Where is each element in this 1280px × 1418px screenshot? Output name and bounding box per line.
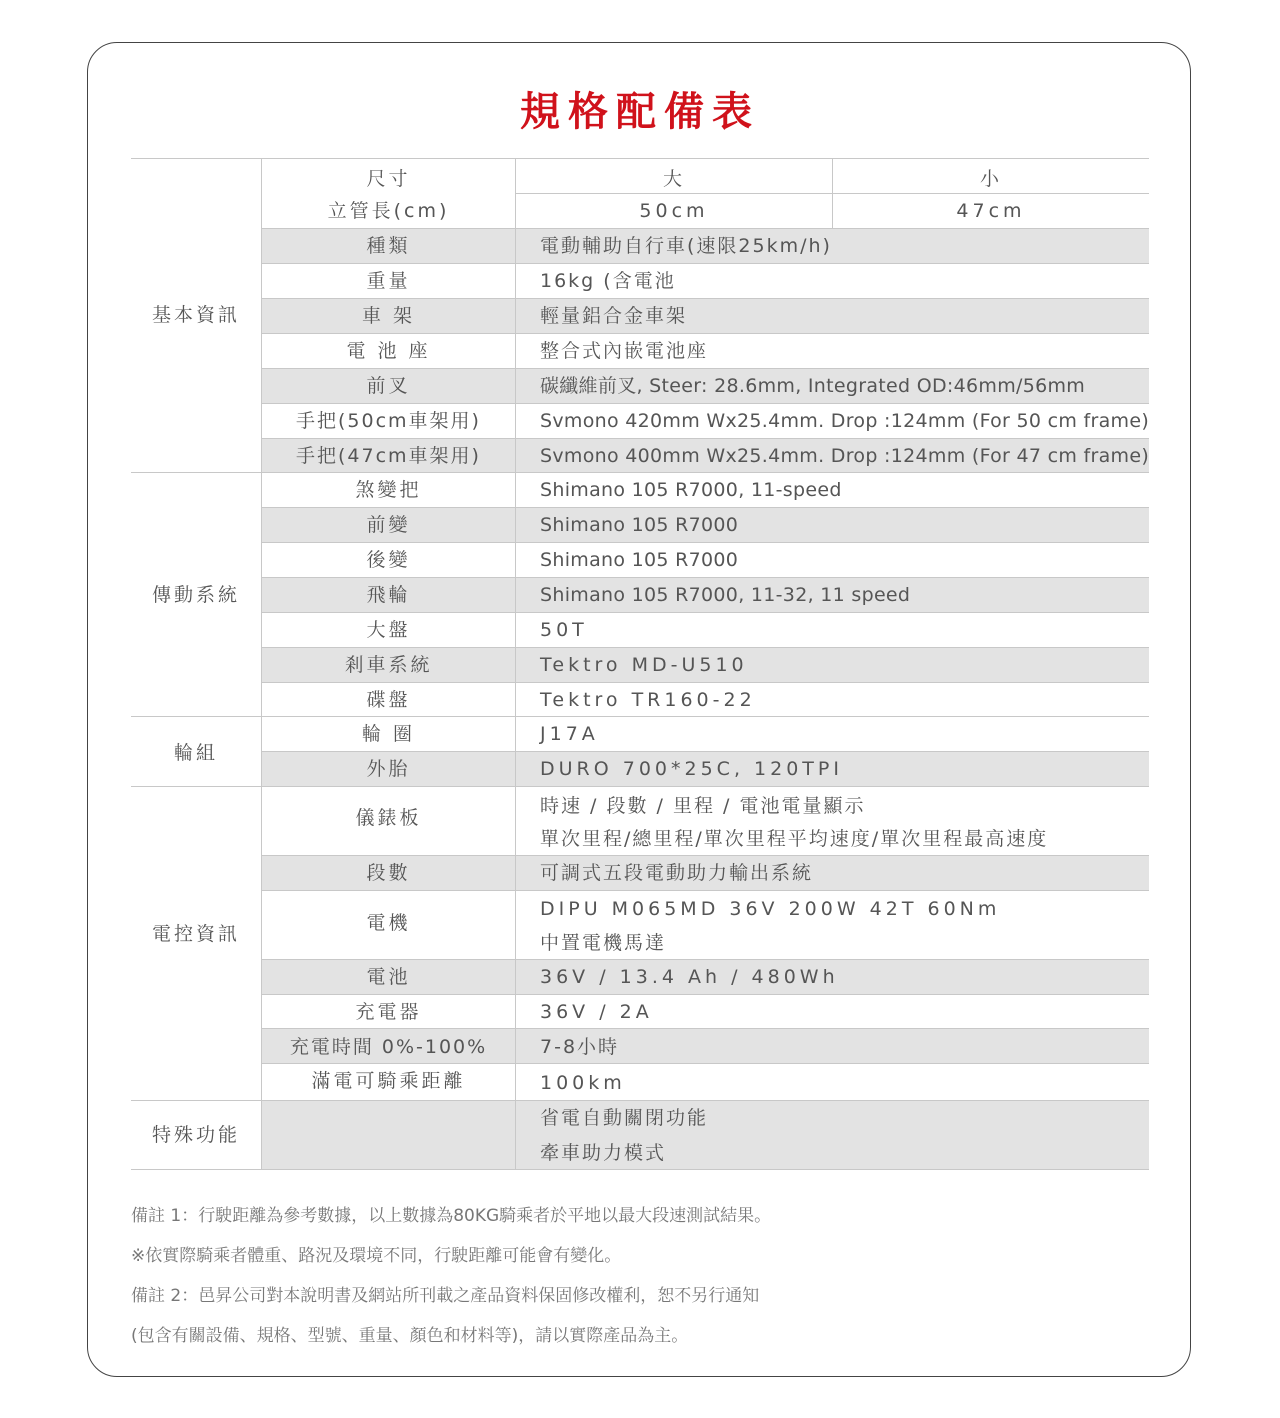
spec-label: 大盤 bbox=[366, 619, 411, 641]
spec-value: 電動輔助自行車(速限25km/h) bbox=[540, 235, 832, 257]
spec-label: 儀錶板 bbox=[355, 807, 422, 829]
spec-label: 種類 bbox=[366, 235, 411, 257]
spec-value: 省電自動關閉功能 bbox=[540, 1107, 709, 1129]
spec-label: 碟盤 bbox=[366, 689, 411, 711]
spec-value: 100km bbox=[540, 1072, 626, 1094]
spec-value-line2: 中置電機馬達 bbox=[540, 932, 667, 954]
spec-label: 後變 bbox=[366, 549, 411, 571]
spec-table bbox=[131, 158, 1149, 1170]
spec-label: 前叉 bbox=[366, 375, 411, 397]
page-title: 規格配備表 bbox=[520, 89, 760, 135]
spec-label: 充電器 bbox=[355, 1001, 422, 1023]
spec-label: 飛輪 bbox=[366, 584, 411, 606]
spec-value: 碳纖維前叉, Steer: 28.6mm, Integrated OD:46mm/56mm bbox=[540, 375, 1086, 397]
spec-label: 充電時間 0%-100% bbox=[289, 1036, 488, 1058]
size-small: 小 bbox=[979, 168, 1002, 190]
spec-value-line2: 單次里程/總里程/單次里程平均速度/單次里程最高速度 bbox=[540, 828, 1049, 850]
tube-label: 立管長(cm) bbox=[327, 200, 450, 222]
note-3: 備註 2：邑昇公司對本說明書及網站所刊載之產品資料保固修改權利，恕不另行通知 bbox=[131, 1286, 760, 1306]
spec-value: 36V / 2A bbox=[540, 1001, 653, 1023]
category-electric: 電控資訊 bbox=[151, 923, 240, 945]
category-drive: 傳動系統 bbox=[151, 584, 240, 606]
spec-value: 50T bbox=[540, 619, 588, 641]
spec-value: 36V / 13.4 Ah / 480Wh bbox=[540, 966, 839, 988]
spec-value: 整合式內嵌電池座 bbox=[540, 340, 709, 362]
spec-label: 煞變把 bbox=[355, 479, 422, 501]
spec-label: 電機 bbox=[366, 912, 411, 934]
spec-value: 輕量鋁合金車架 bbox=[540, 305, 688, 327]
spec-value: 時速 / 段數 / 里程 / 電池電量顯示 bbox=[540, 795, 866, 817]
spec-value: 16kg (含電池 bbox=[540, 270, 676, 292]
spec-label: 手把(47cm車架用) bbox=[296, 445, 481, 467]
tube-small: 47cm bbox=[956, 200, 1026, 222]
spec-label: 重量 bbox=[366, 270, 411, 292]
note-1: 備註 1：行駛距離為參考數據，以上數據為80KG騎乘者於平地以最大段速測試結果。 bbox=[131, 1206, 772, 1226]
spec-label: 輪 圈 bbox=[361, 723, 416, 745]
spec-label: 電池 bbox=[366, 966, 411, 988]
size-large: 大 bbox=[662, 168, 685, 190]
spec-label: 剎車系統 bbox=[344, 654, 433, 676]
spec-label: 車 架 bbox=[361, 305, 416, 327]
spec-value: DURO 700*25C, 120TPI bbox=[540, 758, 843, 780]
spec-label: 滿電可騎乘距離 bbox=[311, 1070, 466, 1092]
spec-label: 段數 bbox=[366, 862, 411, 884]
spec-value-line2: 牽車助力模式 bbox=[540, 1142, 667, 1164]
spec-label: 外胎 bbox=[366, 758, 411, 780]
spec-value: Shimano 105 R7000, 11-speed bbox=[540, 479, 842, 501]
spec-value: 可調式五段電動助力輸出系統 bbox=[540, 862, 814, 884]
spec-value: DIPU M065MD 36V 200W 42T 60Nm bbox=[540, 898, 1001, 920]
spec-value: Svmono 420mm Wx25.4mm. Drop :124mm (For 50 cm frame) bbox=[540, 410, 1150, 432]
note-4: (包含有關設備、規格、型號、重量、顏色和材料等)，請以實際產品為主。 bbox=[131, 1326, 689, 1346]
spec-label: 手把(50cm車架用) bbox=[296, 410, 481, 432]
spec-label: 電 池 座 bbox=[346, 340, 431, 362]
spec-label: 前變 bbox=[366, 514, 411, 536]
spec-value: J17A bbox=[540, 723, 599, 745]
spec-value: Shimano 105 R7000 bbox=[540, 514, 739, 536]
category-wheel: 輪組 bbox=[173, 742, 218, 764]
category-special: 特殊功能 bbox=[151, 1124, 240, 1146]
spec-value: Tektro MD-U510 bbox=[540, 654, 748, 676]
size-label: 尺寸 bbox=[366, 168, 411, 190]
spec-value: Shimano 105 R7000 bbox=[540, 549, 739, 571]
note-2: ※依實際騎乘者體重、路況及環境不同，行駛距離可能會有變化。 bbox=[131, 1246, 622, 1266]
tube-large: 50cm bbox=[639, 200, 709, 222]
spec-value: Shimano 105 R7000, 11-32, 11 speed bbox=[540, 584, 911, 606]
category-basic: 基本資訊 bbox=[151, 304, 240, 326]
spec-value: 7-8小時 bbox=[540, 1036, 620, 1058]
spec-value: Tektro TR160-22 bbox=[540, 689, 756, 711]
spec-value: Svmono 400mm Wx25.4mm. Drop :124mm (For 47 cm frame) bbox=[540, 445, 1150, 467]
footnotes bbox=[131, 1196, 771, 1356]
